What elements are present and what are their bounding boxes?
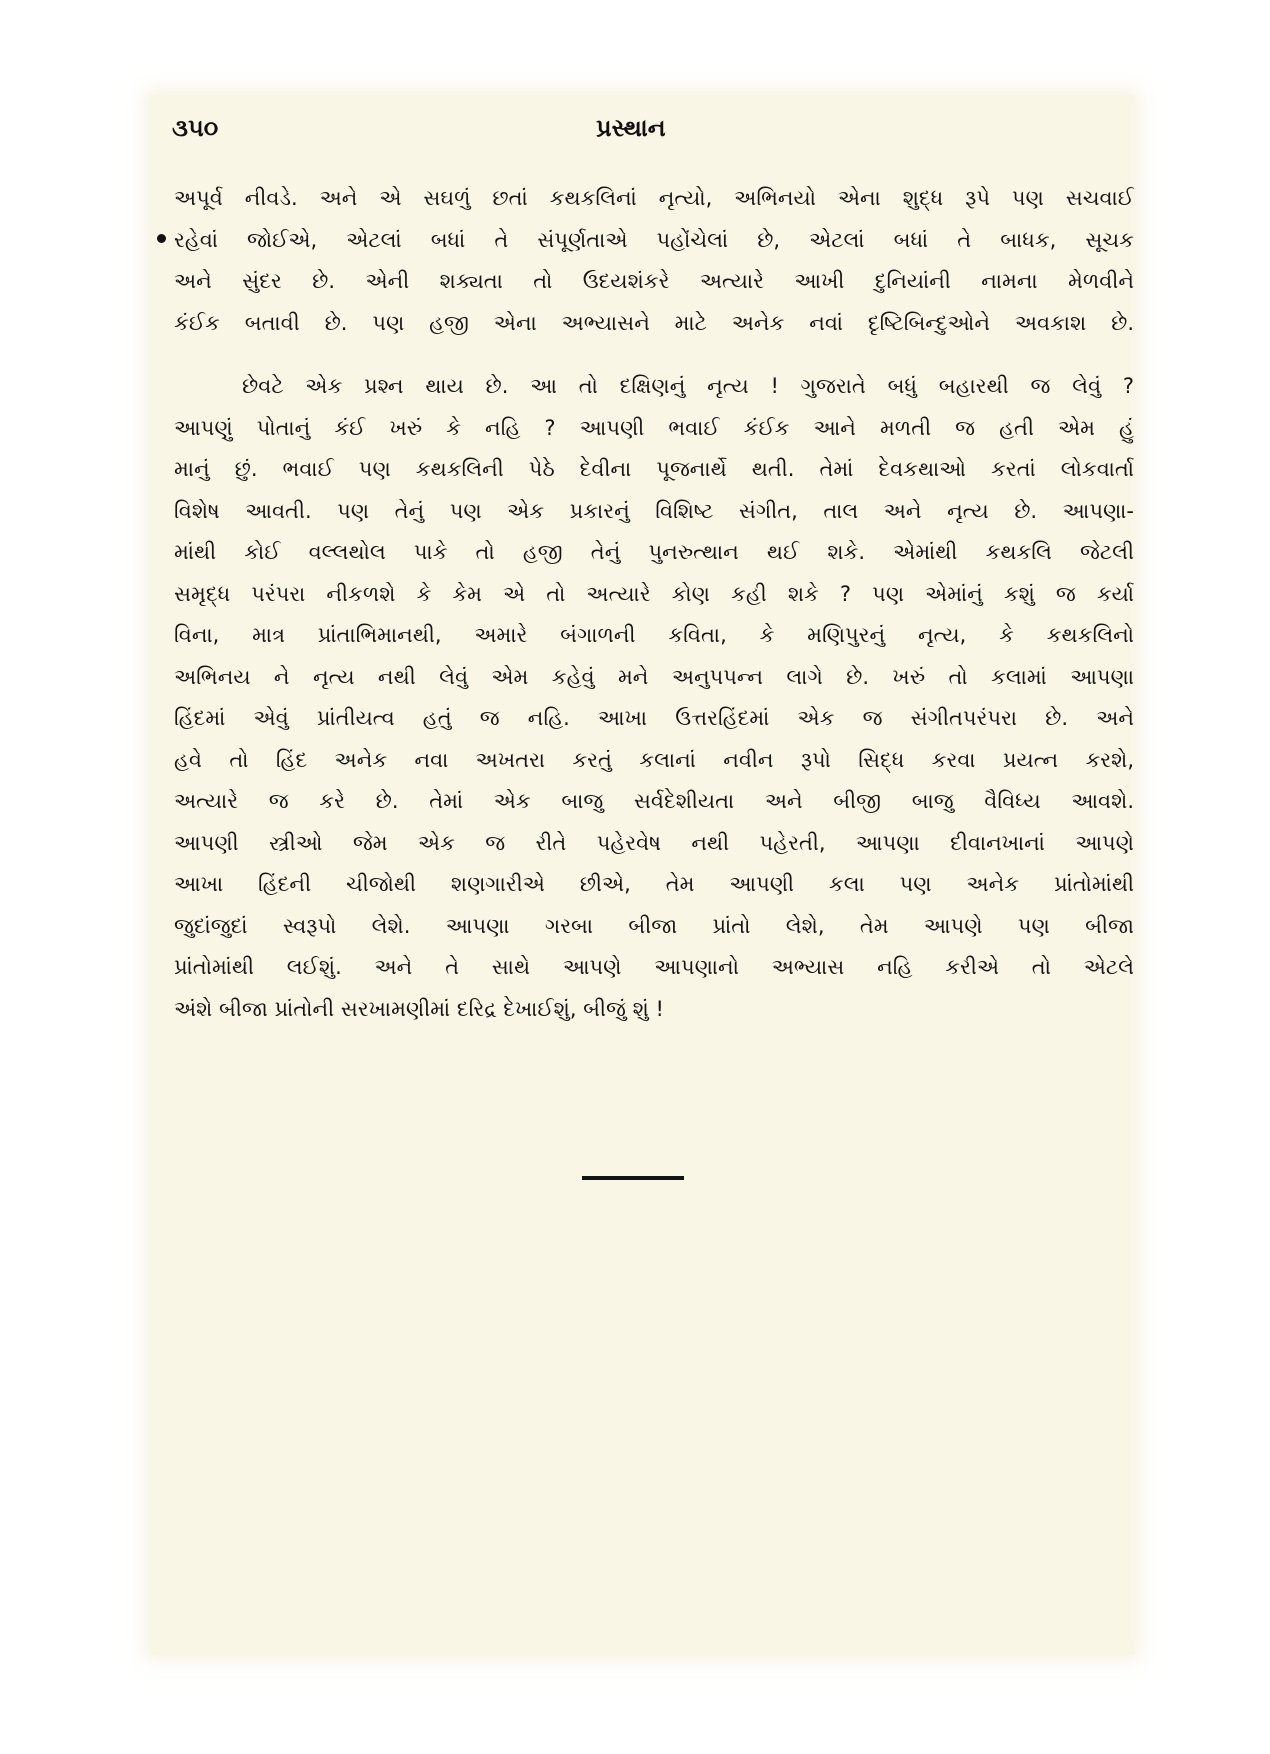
running-title: પ્રસ્થાન	[596, 114, 666, 142]
text-line: સમૃદ્ધ પરંપરા નીકળશે કે કેમ એ તો અત્યારે કોણ કહી શકે ? પણ એમાંનું કશું જ કર્યા	[174, 581, 1134, 606]
text-line: આપણી સ્ત્રીઓ જેમ એક જ રીતે પહેરવેષ નથી પહેરતી, આપણા દીવાનખાનાં આપણે	[174, 830, 1134, 855]
text-line: વિના, માત્ર પ્રાંતાભિમાનથી, અમારે બંગાળની કવિતા, કે મણિપુરનું નૃત્ય, કે કથકલિનો	[174, 623, 1134, 647]
text-line: માનું છું. ભવાઈ પણ કથકલિની પેઠે દેવીના પૂજનાર્થે થતી. તેમાં દેવકથાઓ કરતાં લોકવાર્તા	[174, 457, 1134, 481]
text-line: આખા હિંદની ચીજોથી શણગારીએ છીએ, તેમ આપણી કલા પણ અનેક પ્રાંતોમાંથી	[174, 872, 1134, 896]
text-line: માંથી કોઈ વલ્લથોલ પાકે તો હજી તેનું પુનરુત્થાન થઈ શકે. એમાંથી કથકલિ જેટલી	[174, 540, 1134, 564]
paragraph-1	[174, 178, 1134, 344]
section-end-rule	[582, 1176, 684, 1180]
text-line: આપણું પોતાનું કંઈ ખરું કે નહિ ? આપણી ભવાઈ કંઈક આને મળતી જ હતી એમ હું	[174, 415, 1134, 440]
text-line: અત્યારે જ કરે છે. તેમાં એક બાજુ સર્વદેશીયતા અને બીજી બાજુ વૈવિધ્ય આવશે.	[174, 789, 1134, 813]
text-line: વિશેષ આવતી. પણ તેનું પણ એક પ્રકારનું વિશિષ્ટ સંગીત, તાલ અને નૃત્ય છે. આપણા-	[174, 498, 1134, 523]
text-line: અને સુંદર છે. એની શક્યતા તો ઉદયશંકરે અત્યારે આખી દુનિયાંની નામના મેળવીને	[174, 269, 1134, 293]
text-line: હિંદમાં એવું પ્રાંતીયત્વ હતું જ નહિ. આખા ઉત્તરહિંદમાં એક જ સંગીતપરંપરા છે. અને	[174, 706, 1134, 730]
paragraph-2	[174, 366, 1134, 1030]
text-line: પ્રાંતોમાંથી લઈશું. અને તે સાથે આપણે આપણાનો અભ્યાસ નહિ કરીએ તો એટલે	[174, 955, 1134, 979]
text-line: છેવટે એક પ્રશ્ન થાય છે. આ તો દક્ષિણનું નૃત્ય ! ગુજરાતે બધું બહારથી જ લેવું ?	[242, 374, 1134, 398]
text-line: રહેવાં જોઈએ, એટલાં બધાં તે સંપૂર્ણતાએ પહોંચેલાં છે, એટલાં બધાં તે બાધક, સૂચક	[174, 227, 1134, 252]
text-line: અભિનય ને નૃત્ય નથી લેવું એમ કહેવું મને અનુપપન્ન લાગે છે. ખરું તો કલામાં આપણા	[174, 664, 1134, 689]
text-line: કંઈક બતાવી છે. પણ હજી એના અભ્યાસને માટે અનેક નવાં દૃષ્ટિબિન્દુઓને અવકાશ છે.	[174, 310, 1134, 335]
margin-bullet-mark	[157, 234, 166, 243]
text-line: અપૂર્વ નીવડે. અને એ સઘળું છતાં કથકલિનાં નૃત્યો, અભિનયો એના શુદ્ધ રૂપે પણ સચવાઈ	[174, 186, 1134, 210]
text-line: અંશે બીજા પ્રાંતોની સરખામણીમાં દરિદ્ર દેખાઈશું, બીજું શું !	[174, 996, 664, 1021]
page-number: ૩૫૦	[172, 114, 219, 142]
text-line: જુદાંજુદાં સ્વરૂપો લેશે. આપણા ગરબા બીજા પ્રાંતો લેશે, તેમ આપણે પણ બીજા	[174, 913, 1134, 938]
text-line: હવે તો હિંદ અનેક નવા અખતરા કરતું કલાનાં નવીન રૂપો સિદ્ધ કરવા પ્રયત્ન કરશે,	[174, 747, 1134, 772]
